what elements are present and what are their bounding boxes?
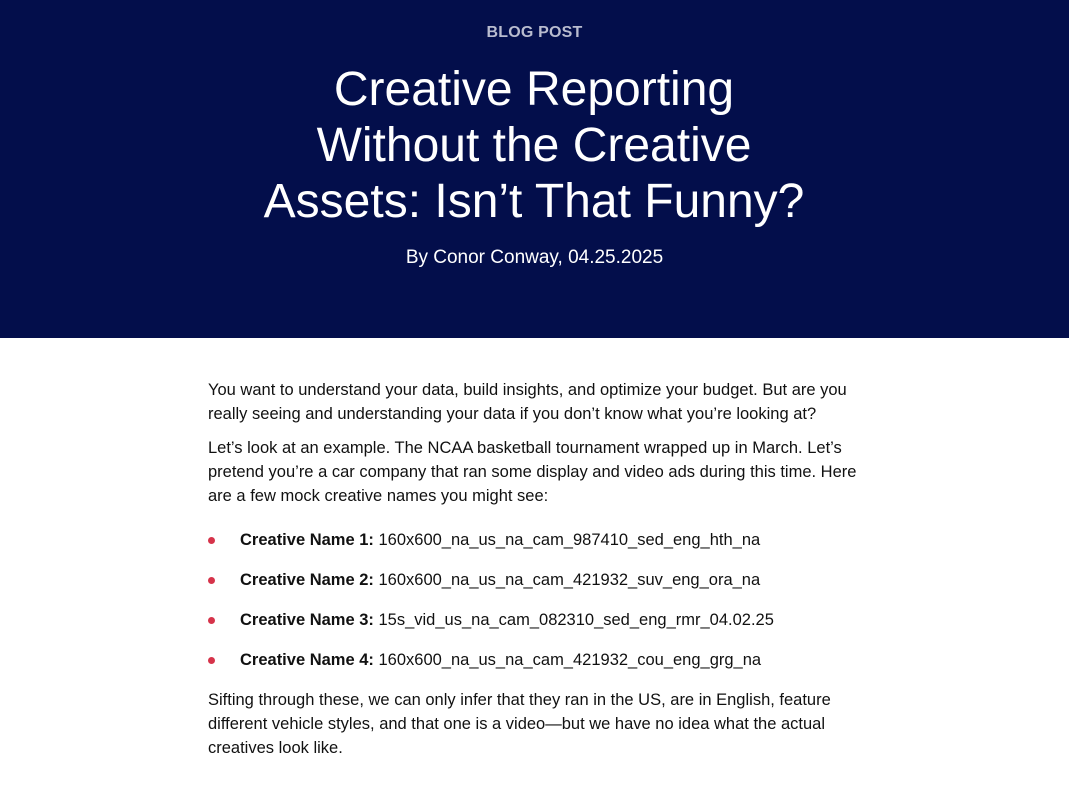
closing-paragraph: Sifting through these, we can only infer that they ran in the US, are in English, feature different vehicle styles, and that one is a video—but we have no idea what the actual creatives look like. <box>208 691 831 757</box>
creative-value: 160x600_na_us_na_cam_421932_suv_eng_ora_na <box>373 571 761 589</box>
title-line: Without the Creative <box>316 119 752 172</box>
creative-names-list <box>208 528 868 672</box>
creative-label: Creative Name 4: <box>240 651 374 669</box>
example-paragraph: Let’s look at an example. The NCAA basketball tournament wrapped up in March. Let’s pretend you’re a car company that ran some display and video ads during this time. Here are a few mock creative names you might see: <box>208 439 857 505</box>
list-item <box>208 568 868 592</box>
page-title <box>234 62 834 230</box>
creative-label: Creative Name 2: <box>240 571 374 589</box>
creative-value: 15s_vid_us_na_cam_082310_sed_eng_rmr_04.02.25 <box>373 611 774 629</box>
creative-value: 160x600_na_us_na_cam_421932_cou_eng_grg_na <box>373 651 762 669</box>
list-item <box>208 648 868 672</box>
author-byline: By Conor Conway, 04.25.2025 <box>405 247 664 268</box>
title-line: Creative Reporting <box>333 63 735 116</box>
bullet-icon <box>208 537 215 544</box>
article-body <box>208 378 868 770</box>
bullet-icon <box>208 657 215 664</box>
intro-paragraph: You want to understand your data, build insights, and optimize your budget. But are you really seeing and understanding your data if you don’t know what you’re looking at? <box>208 381 847 423</box>
creative-value: 160x600_na_us_na_cam_987410_sed_eng_hth_na <box>373 531 761 549</box>
bullet-icon <box>208 577 215 584</box>
title-line: Assets: Isn’t That Funny? <box>263 175 805 228</box>
hero-banner <box>0 0 1069 338</box>
list-item <box>208 528 868 552</box>
post-type-label: BLOG POST <box>486 24 583 41</box>
bullet-icon <box>208 617 215 624</box>
creative-label: Creative Name 3: <box>240 611 374 629</box>
creative-label: Creative Name 1: <box>240 531 374 549</box>
list-item <box>208 608 868 632</box>
